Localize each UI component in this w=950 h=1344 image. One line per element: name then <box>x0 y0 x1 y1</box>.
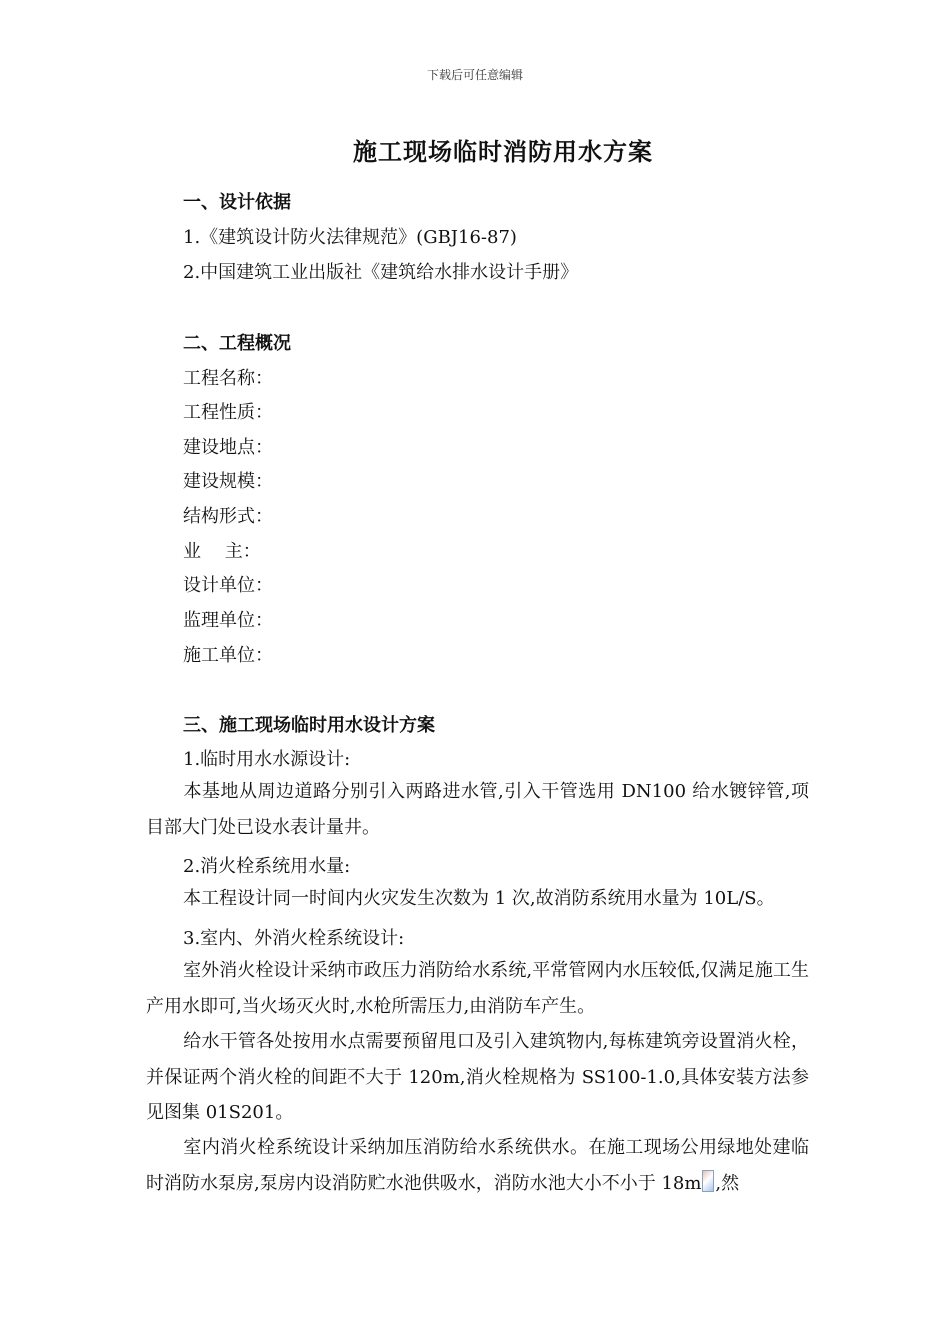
field-owner: 业 主： <box>183 541 261 562</box>
header-note: 下载后可任意编辑 <box>426 68 523 82</box>
section3-heading: 三、施工现场临时用水设计方案 <box>183 715 435 736</box>
paragraph-outdoor-hydrant <box>146 953 809 1024</box>
section1-heading: 一、设计依据 <box>183 192 291 213</box>
section2-heading: 二、工程概况 <box>183 333 291 354</box>
field-project-nature: 工程性质： <box>183 402 273 423</box>
subsection-water-source: 1.临时用水水源设计: <box>183 749 351 770</box>
paragraph-hydrant-flow <box>146 881 809 917</box>
paragraph-water-source <box>146 774 809 845</box>
document-title: 施工现场临时消防用水方案 <box>353 137 653 166</box>
paragraph-outdoor-hydrant-text: 室外消火栓设计采纳市政压力消防给水系统,平常管网内水压较低,仅满足施工生产用水即可,当火场灭火时,水枪所需压力,由消防车产生。 <box>146 960 809 1017</box>
section1-item-1: 1.《建筑设计防火法律规范》(GBJ16-87) <box>183 227 517 248</box>
paragraph-water-source-text: 本基地从周边道路分别引入两路进水管,引入干管选用 DN100 给水镀锌管,项目部大门处已设水表计量井。 <box>146 781 809 838</box>
field-contractor: 施工单位： <box>183 645 273 666</box>
superscript-placeholder-icon <box>702 1170 714 1192</box>
paragraph-main-pipe <box>146 1024 809 1131</box>
paragraph-hydrant-flow-text: 本工程设计同一时间内火灾发生次数为 1 次,故消防系统用水量为 10L/S。 <box>183 888 775 909</box>
field-designer: 设计单位： <box>183 575 273 596</box>
field-supervisor: 监理单位： <box>183 610 273 631</box>
paragraph-indoor-hydrant <box>146 1130 809 1201</box>
field-project-name: 工程名称： <box>183 368 273 389</box>
subsection-hydrant-design: 3.室内、外消火栓系统设计: <box>183 928 405 949</box>
subsection-hydrant-flow: 2.消火栓系统用水量: <box>183 856 351 877</box>
field-location: 建设地点： <box>183 437 273 458</box>
paragraph-indoor-hydrant-text: 室内消火栓系统设计采纳加压消防给水系统供水。在施工现场公用绿地处建临时消防水泵房,泵房内设消防贮水池供吸水，消防水池大小不小于 18m <box>146 1137 809 1194</box>
paragraph-main-pipe-text: 给水干管各处按用水点需要预留甩口及引入建筑物内,每栋建筑旁设置消火栓，并保证两个消火栓的间距不大于 120m,消火栓规格为 SS100-1.0,具体安装方法参见图集 01S201。 <box>146 1031 809 1123</box>
section1-item-2: 2.中国建筑工业出版社《建筑给水排水设计手册》 <box>183 262 579 283</box>
paragraph-indoor-hydrant-tail: ,然 <box>715 1172 740 1194</box>
field-scale: 建设规模： <box>183 471 273 492</box>
field-structure: 结构形式： <box>183 506 273 527</box>
